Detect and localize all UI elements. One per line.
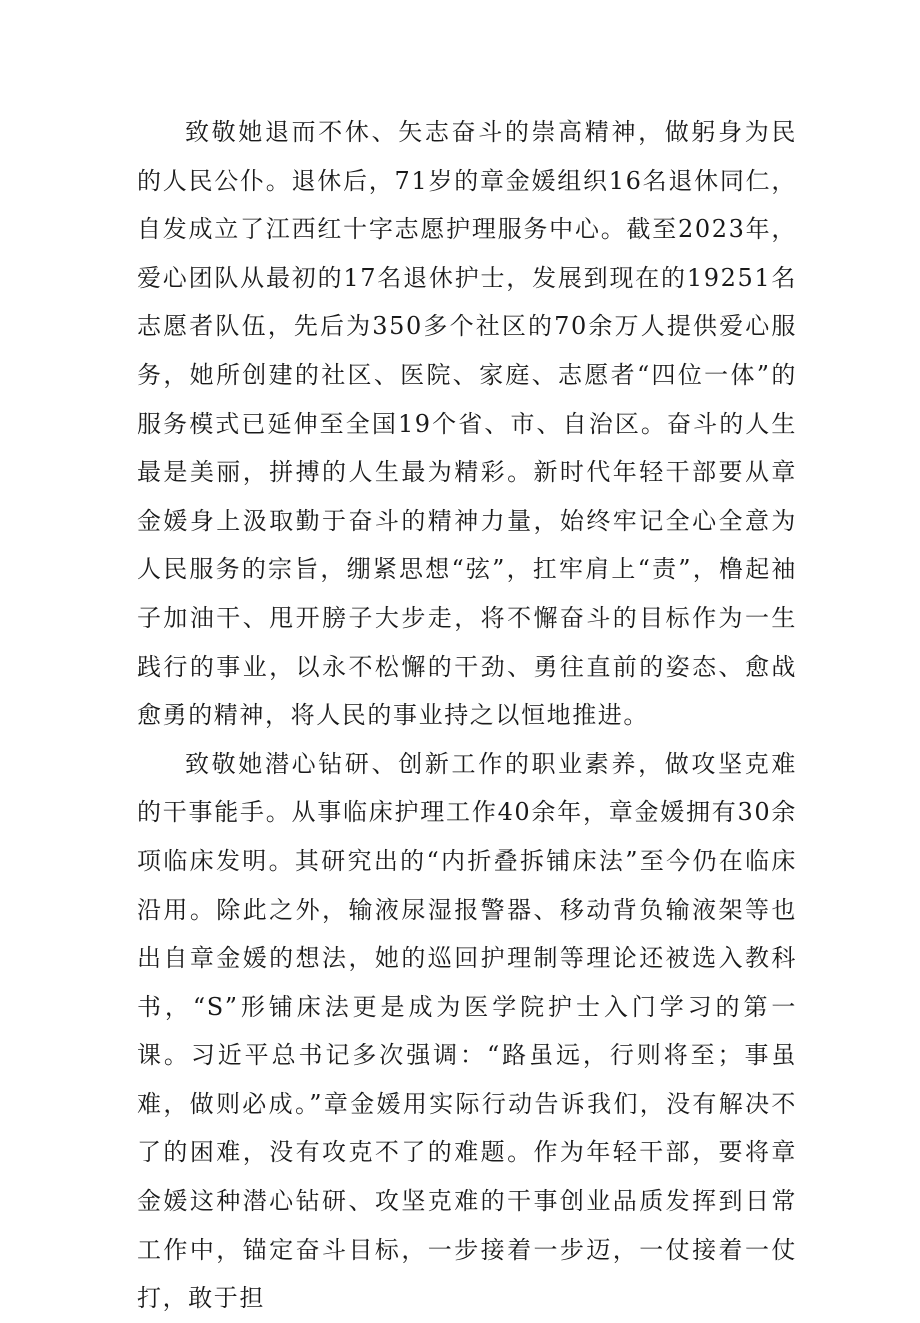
document-body <box>137 108 797 1323</box>
paragraph-innovation-professionalism: 致敬她潜心钻研、创新工作的职业素养，做攻坚克难的干事能手。从事临床护理工作40余年，章金媛拥有30余项临床发明。其研究出的“内折叠拆铺床法”至今仍在临床沿用。除此之外，输液尿湿报警器、移动背负输液架等也出自章金媛的想法，她的巡回护理制等理论还被选入教科书，“S”形铺床法更是成为医学院护士入门学习的第一课。习近平总书记多次强调：“路虽远，行则将至；事虽难，做则必成。”章金媛用实际行动告诉我们，没有解决不了的困难，没有攻克不了的难题。作为年轻干部，要将章金媛这种潜心钻研、攻坚克难的干事创业品质发挥到日常工作中，锚定奋斗目标，一步接着一步迈，一仗接着一仗打，敢于担 <box>137 749 797 1313</box>
paragraph-retirement-dedication: 致敬她退而不休、矢志奋斗的崇高精神，做躬身为民的人民公仆。退休后，71岁的章金媛组织16名退休同仁，自发成立了江西红十字志愿护理服务中心。截至2023年，爱心团队从最初的17名退休护士，发展到现在的19251名志愿者队伍，先后为350多个社区的70余万人提供爱心服务，她所创建的社区、医院、家庭、志愿者“四位一体”的服务模式已延伸至全国19个省、市、自治区。奋斗的人生最是美丽，拼搏的人生最为精彩。新时代年轻干部要从章金媛身上汲取勤于奋斗的精神力量，始终牢记全心全意为人民服务的宗旨，绷紧思想“弦”，扛牢肩上“责”，橹起袖子加油干、甩开膀子大步走，将不懈奋斗的目标作为一生践行的事业，以永不松懈的干劲、勇往直前的姿态、愈战愈勇的精神，将人民的事业持之以恒地推进。 <box>137 118 797 730</box>
